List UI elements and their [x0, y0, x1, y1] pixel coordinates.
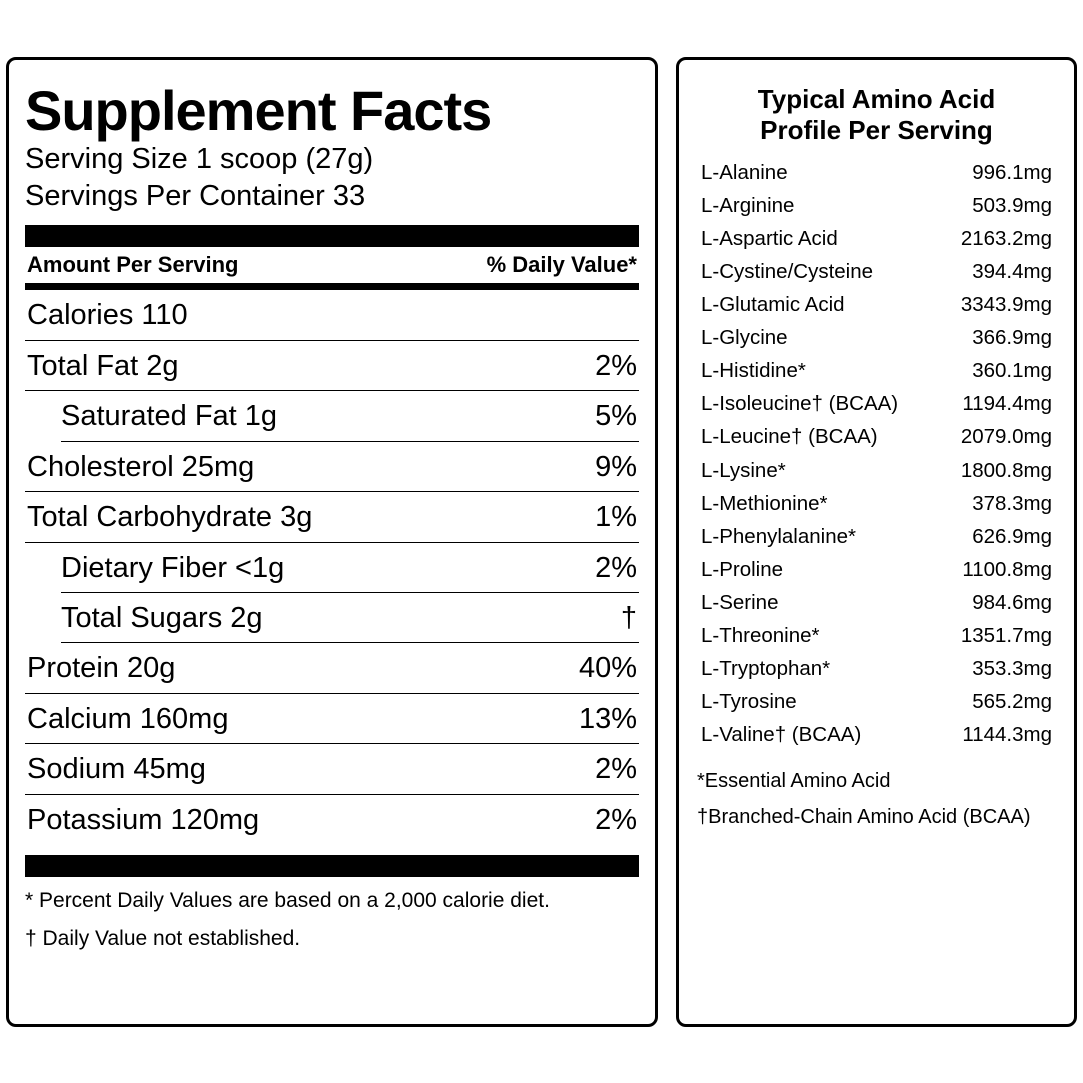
list-item	[697, 388, 1056, 421]
table-row	[25, 694, 639, 744]
table-row	[25, 442, 639, 492]
nutrient-name: Total Carbohydrate 3g	[27, 501, 313, 534]
table-row	[25, 341, 639, 391]
amino-name: L-Alanine	[701, 160, 788, 184]
list-item	[697, 156, 1056, 189]
nutrition-table-header	[25, 247, 639, 290]
amino-name: L-Valine† (BCAA)	[701, 723, 862, 747]
amino-name: L-Aspartic Acid	[701, 226, 838, 250]
list-item	[697, 620, 1056, 653]
footnote-essential-amino-acid: *Essential Amino Acid	[697, 770, 891, 793]
amino-name: L-Methionine*	[701, 491, 828, 515]
table-row	[61, 593, 639, 643]
amino-name: L-Arginine	[701, 193, 795, 217]
list-item	[697, 256, 1056, 289]
amino-name: L-Serine	[701, 590, 779, 614]
nutrient-dv: 1%	[595, 501, 637, 534]
list-item	[697, 719, 1056, 752]
amino-footnotes	[697, 768, 1056, 830]
amino-name: L-Proline	[701, 557, 784, 581]
amino-value: 1194.4mg	[962, 392, 1052, 416]
list-item	[697, 686, 1056, 719]
amino-value: 1144.3mg	[962, 723, 1052, 747]
amino-title-line-2: Profile Per Serving	[760, 115, 993, 146]
amino-value: 503.9mg	[972, 193, 1052, 217]
servings-per-container-line: Servings Per Container 33	[25, 180, 366, 213]
amino-value: 984.6mg	[972, 590, 1052, 614]
list-item	[697, 587, 1056, 620]
table-row	[25, 795, 639, 844]
list-item	[697, 223, 1056, 256]
nutrient-name: Total Sugars 2g	[61, 601, 263, 634]
amino-name: L-Cystine/Cysteine	[701, 259, 874, 283]
supplement-facts-panel	[6, 57, 658, 1027]
nutrient-dv: 13%	[578, 702, 637, 735]
list-item	[697, 653, 1056, 686]
amino-value: 1100.8mg	[962, 557, 1052, 581]
list-item	[697, 454, 1056, 487]
list-item	[697, 355, 1056, 388]
amount-per-serving-label: Amount Per Serving	[27, 252, 239, 278]
list-item	[697, 189, 1056, 222]
nutrient-dv: †	[620, 601, 637, 634]
amino-value: 378.3mg	[972, 491, 1052, 515]
amino-name: L-Threonine*	[701, 623, 820, 647]
nutrient-name: Dietary Fiber <1g	[61, 551, 285, 584]
amino-panel-title	[697, 84, 1056, 146]
amino-value: 353.3mg	[972, 657, 1052, 681]
nutrient-dv: 2%	[595, 753, 637, 786]
nutrient-name: Sodium 45mg	[27, 753, 206, 786]
table-row	[25, 643, 639, 693]
table-row	[61, 391, 639, 441]
nutrient-name: Calories 110	[27, 299, 188, 332]
list-item	[697, 289, 1056, 322]
amino-value: 1351.7mg	[960, 623, 1052, 647]
table-row	[25, 492, 639, 542]
supplement-facts-title: Supplement Facts	[25, 79, 492, 142]
nutrient-dv: 5%	[595, 400, 637, 433]
footnote-bcaa: †Branched-Chain Amino Acid (BCAA)	[697, 806, 1031, 829]
nutrient-dv: 9%	[595, 450, 637, 483]
amino-value: 565.2mg	[972, 690, 1052, 714]
daily-value-label: % Daily Value*	[486, 252, 637, 278]
table-row	[61, 543, 639, 593]
nutrient-name: Protein 20g	[27, 652, 176, 685]
nutrient-name: Calcium 160mg	[27, 702, 229, 735]
amino-value: 1800.8mg	[960, 458, 1052, 482]
nutrient-name: Total Fat 2g	[27, 349, 179, 382]
list-item	[697, 520, 1056, 553]
footnote-not-established: † Daily Value not established.	[25, 927, 301, 951]
nutrient-name: Potassium 120mg	[27, 803, 260, 836]
amino-value: 394.4mg	[972, 259, 1052, 283]
amino-value: 360.1mg	[972, 359, 1052, 383]
amino-name: L-Histidine*	[701, 359, 806, 383]
thick-divider-bottom	[25, 855, 639, 877]
nutrient-name: Saturated Fat 1g	[61, 400, 278, 433]
table-row	[25, 744, 639, 794]
list-item	[697, 487, 1056, 520]
amino-value: 626.9mg	[972, 524, 1052, 548]
nutrient-dv: 2%	[595, 349, 637, 382]
amino-value: 2079.0mg	[960, 425, 1052, 449]
amino-title-line-1: Typical Amino Acid	[757, 84, 996, 114]
amino-value: 996.1mg	[972, 160, 1052, 184]
amino-name: L-Tyrosine	[701, 690, 797, 714]
amino-value: 366.9mg	[972, 326, 1052, 350]
serving-size-line: Serving Size 1 scoop (27g)	[25, 143, 374, 176]
amino-name: L-Tryptophan*	[701, 657, 831, 681]
nutrient-dv: 40%	[578, 652, 637, 685]
amino-name: L-Leucine† (BCAA)	[701, 425, 878, 449]
amino-name: L-Glutamic Acid	[701, 293, 845, 317]
amino-name: L-Phenylalanine*	[701, 524, 857, 548]
amino-value: 3343.9mg	[960, 293, 1052, 317]
table-row	[25, 290, 639, 340]
amino-acid-panel	[676, 57, 1077, 1027]
nutrient-dv: 2%	[595, 551, 637, 584]
nutrient-name: Cholesterol 25mg	[27, 450, 255, 483]
list-item	[697, 554, 1056, 587]
footnote-daily-value: * Percent Daily Values are based on a 2,000 calorie diet.	[25, 889, 550, 913]
list-item	[697, 322, 1056, 355]
amino-name: L-Glycine	[701, 326, 788, 350]
amino-name: L-Lysine*	[701, 458, 786, 482]
list-item	[697, 421, 1056, 454]
amino-value: 2163.2mg	[960, 226, 1052, 250]
thick-divider-top	[25, 225, 639, 247]
nutrient-dv: 2%	[595, 803, 637, 836]
amino-name: L-Isoleucine† (BCAA)	[701, 392, 899, 416]
